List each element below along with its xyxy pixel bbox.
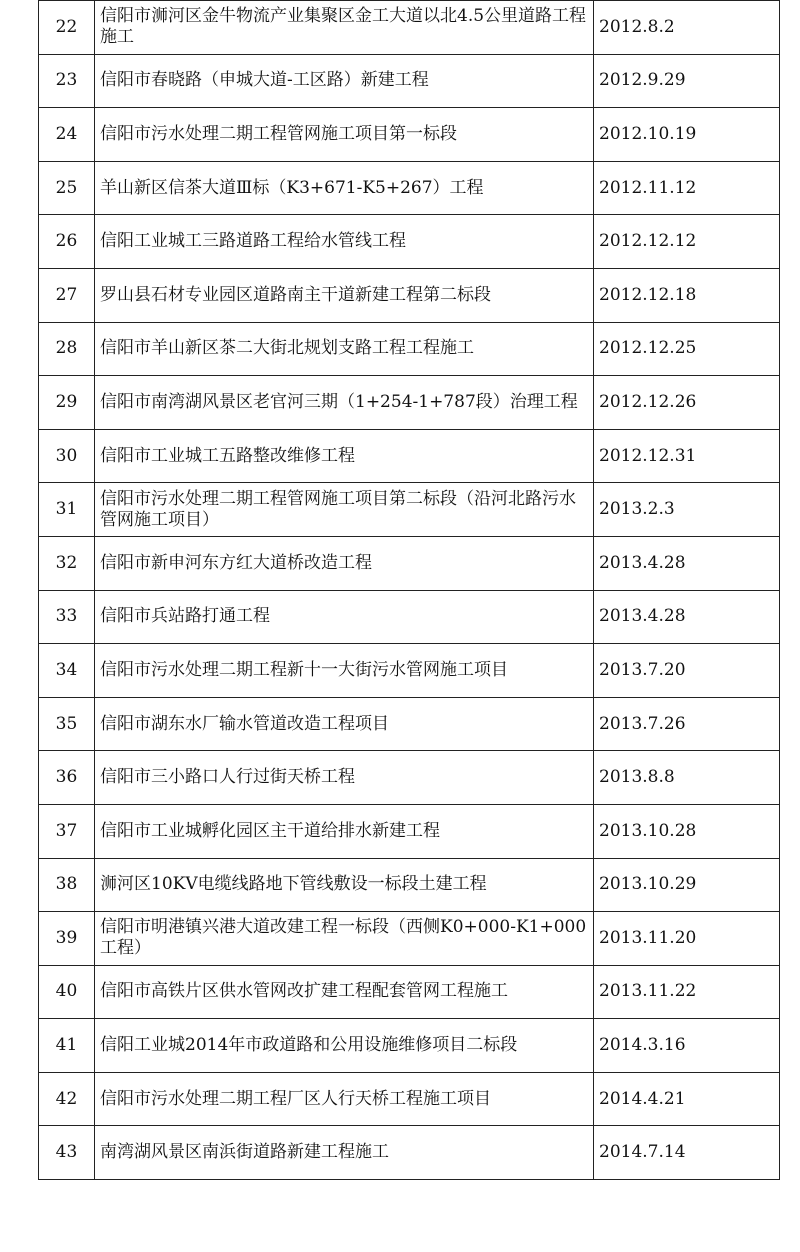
- project-name: 信阳市羊山新区茶二大街北规划支路工程工程施工: [95, 322, 594, 376]
- table-row: [39, 1072, 780, 1126]
- project-date: 2014.3.16: [594, 1019, 780, 1073]
- project-name: 羊山新区信茶大道Ⅲ标（K3+671-K5+267）工程: [95, 161, 594, 215]
- row-number: 43: [39, 1126, 95, 1180]
- project-name: 南湾湖风景区南浜街道路新建工程施工: [95, 1126, 594, 1180]
- project-name: 信阳市污水处理二期工程管网施工项目第一标段: [95, 108, 594, 162]
- row-number: 29: [39, 376, 95, 430]
- project-name: 信阳市污水处理二期工程新十一大街污水管网施工项目: [95, 644, 594, 698]
- table-row: [39, 858, 780, 912]
- row-number: 28: [39, 322, 95, 376]
- row-number: 23: [39, 54, 95, 108]
- project-date: 2013.2.3: [594, 483, 780, 537]
- row-number: 37: [39, 804, 95, 858]
- row-number: 35: [39, 697, 95, 751]
- project-name: 浉河区10KV电缆线路地下管线敷设一标段土建工程: [95, 858, 594, 912]
- project-date: 2012.11.12: [594, 161, 780, 215]
- project-name: 信阳市浉河区金牛物流产业集聚区金工大道以北4.5公里道路工程施工: [95, 1, 594, 55]
- row-number: 38: [39, 858, 95, 912]
- table-row: [39, 912, 780, 966]
- project-name: 信阳工业城工三路道路工程给水管线工程: [95, 215, 594, 269]
- project-name: 信阳市新申河东方红大道桥改造工程: [95, 536, 594, 590]
- row-number: 34: [39, 644, 95, 698]
- row-number: 32: [39, 536, 95, 590]
- row-number: 40: [39, 965, 95, 1019]
- table-row: [39, 644, 780, 698]
- project-date: 2012.10.19: [594, 108, 780, 162]
- project-date: 2012.12.12: [594, 215, 780, 269]
- project-name: 信阳工业城2014年市政道路和公用设施维修项目二标段: [95, 1019, 594, 1073]
- project-date: 2013.7.20: [594, 644, 780, 698]
- row-number: 22: [39, 1, 95, 55]
- project-name: 信阳市工业城孵化园区主干道给排水新建工程: [95, 804, 594, 858]
- project-date: 2013.4.28: [594, 536, 780, 590]
- project-date: 2012.12.26: [594, 376, 780, 430]
- project-name: 信阳市明港镇兴港大道改建工程一标段（西侧K0+000-K1+000工程）: [95, 912, 594, 966]
- table-row: [39, 1, 780, 55]
- project-date: 2012.9.29: [594, 54, 780, 108]
- project-name: 信阳市高铁片区供水管网改扩建工程配套管网工程施工: [95, 965, 594, 1019]
- project-date: 2013.10.28: [594, 804, 780, 858]
- project-name: 罗山县石材专业园区道路南主干道新建工程第二标段: [95, 268, 594, 322]
- table-row: [39, 429, 780, 483]
- project-date: 2014.4.21: [594, 1072, 780, 1126]
- table-row: [39, 804, 780, 858]
- project-date: 2012.12.25: [594, 322, 780, 376]
- table-row: [39, 1126, 780, 1180]
- project-date: 2013.8.8: [594, 751, 780, 805]
- project-name: 信阳市春晓路（申城大道-工区路）新建工程: [95, 54, 594, 108]
- table-row: [39, 483, 780, 537]
- table-row: [39, 108, 780, 162]
- project-table-body: [39, 1, 780, 1180]
- project-date: 2013.11.20: [594, 912, 780, 966]
- project-date: 2014.7.14: [594, 1126, 780, 1180]
- table-row: [39, 161, 780, 215]
- project-name: 信阳市兵站路打通工程: [95, 590, 594, 644]
- project-name: 信阳市污水处理二期工程管网施工项目第二标段（沿河北路污水管网施工项目）: [95, 483, 594, 537]
- table-row: [39, 536, 780, 590]
- project-name: 信阳市湖东水厂输水管道改造工程项目: [95, 697, 594, 751]
- project-date: 2013.11.22: [594, 965, 780, 1019]
- project-date: 2012.8.2: [594, 1, 780, 55]
- project-date: 2013.4.28: [594, 590, 780, 644]
- row-number: 25: [39, 161, 95, 215]
- row-number: 41: [39, 1019, 95, 1073]
- row-number: 42: [39, 1072, 95, 1126]
- row-number: 26: [39, 215, 95, 269]
- table-row: [39, 322, 780, 376]
- project-date: 2013.7.26: [594, 697, 780, 751]
- table-row: [39, 965, 780, 1019]
- row-number: 39: [39, 912, 95, 966]
- project-table: [38, 0, 780, 1180]
- table-row: [39, 697, 780, 751]
- table-row: [39, 376, 780, 430]
- project-name: 信阳市污水处理二期工程厂区人行天桥工程施工项目: [95, 1072, 594, 1126]
- row-number: 30: [39, 429, 95, 483]
- table-row: [39, 268, 780, 322]
- project-name: 信阳市三小路口人行过街天桥工程: [95, 751, 594, 805]
- table-row: [39, 1019, 780, 1073]
- table-row: [39, 590, 780, 644]
- project-name: 信阳市工业城工五路整改维修工程: [95, 429, 594, 483]
- project-date: 2013.10.29: [594, 858, 780, 912]
- table-row: [39, 751, 780, 805]
- row-number: 24: [39, 108, 95, 162]
- table-row: [39, 215, 780, 269]
- project-name: 信阳市南湾湖风景区老官河三期（1+254-1+787段）治理工程: [95, 376, 594, 430]
- project-date: 2012.12.18: [594, 268, 780, 322]
- row-number: 27: [39, 268, 95, 322]
- table-row: [39, 54, 780, 108]
- row-number: 31: [39, 483, 95, 537]
- project-date: 2012.12.31: [594, 429, 780, 483]
- row-number: 36: [39, 751, 95, 805]
- row-number: 33: [39, 590, 95, 644]
